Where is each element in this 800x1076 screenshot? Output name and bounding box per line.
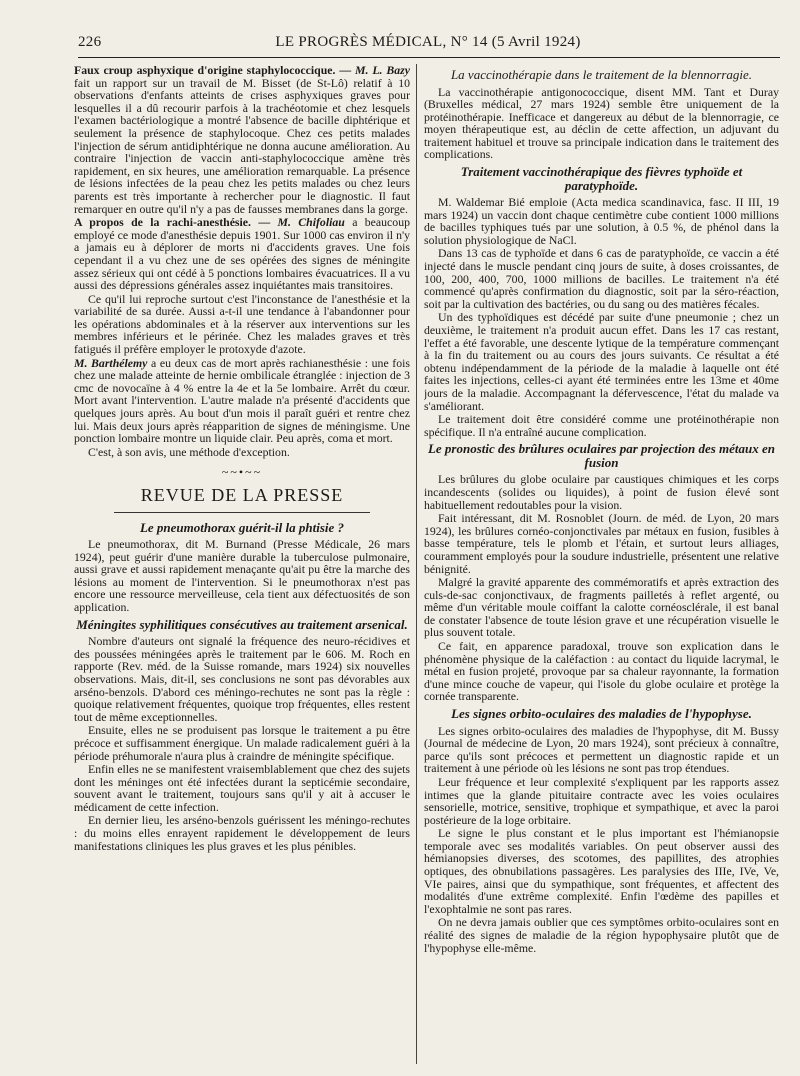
author-name: M. Chifoliau [277, 215, 345, 230]
paragraph-lead: Faux croup asphyxique d'origine staphylococcique. — [74, 64, 356, 77]
column-divider [416, 64, 417, 1064]
paragraph: C'est, à son avis, une méthode d'exception. [88, 444, 290, 459]
paragraph: Le signe le plus constant et le plus important est l'hémianopsie temporale avec ses modalités variables. On peut observer aussi des hémianopsies diverses, des scotomes, des papillites, des atrophies optiques, des obnubilations passagères. Les paralysies des IIIe, IVe, Ve, VIe paires, ainsi que du sympathique, sont fréquentes, et affectent des modalités d'une extrême complexité. Enfin l'œdème des papilles et l'exophtalmie ne sont pas rares. [424, 826, 779, 916]
section-rule [114, 512, 370, 513]
paragraph: Malgré la gravité apparente des commémoratifs et après extraction des culs-de-sac conjonctivaux, de fragments pailletés à reflet argenté, ou même d'un véritable moule coiffant la calotte cornéosclérale, il est banal de constater l'absence de toute lésion grave et une récupération visuelle le plus souvent totale. [424, 575, 779, 640]
paragraph: Nombre d'auteurs ont signalé la fréquence des neuro-récidives et des poussées méningées après le traitement par le 606. M. Roch en rapporte (Rev. méd. de la Suisse romande, mars 1924) six nouvelles observations. Mais, dit-il, ses conclusions ne sont pas dévorables aux arséno-benzols. D'abord ces méningo-rechutes ne sont pas la règle : quoique relativement fréquentes, quoique trop fréquentes, elles restent tout de même exceptionnelles. [74, 634, 410, 724]
header-rule [78, 57, 780, 58]
journal-title: LE PROGRÈS MÉDICAL, N° 14 (5 Avril 1924) [275, 34, 581, 50]
paragraph: Un des typhoïdiques est décédé par suite d'une pneumonie ; chez un deuxième, le traitement n'a produit aucun effet. Dans les 17 cas restant, l'effet a été favorable, une descente lytique de la température commençant à la fin du traitement ou au cours des jours suivants. Ce résultat a été obtenu indépendamment de la période de la maladie à laquelle ont été faites les injections, celles-ci ayant été terminées entre les 13me et 40me jours de la maladie. Accompagnant la défervescence, l'état du malade va s'améliorant. [424, 310, 779, 413]
paragraph: La vaccinothérapie antigonococcique, disent MM. Tant et Duray (Bruxelles médical, 27 mars 1924) semble être uniquement de la protéinothérapie. Inefficace et dangereux au début de la blennorragie, ce moyen thérapeutique est, au déclin de cette affection, un adjuvant du traitement habituel et trouve sa principale indication dans le traitement des complications. [424, 84, 779, 162]
paragraph-text: a beaucoup employé ce mode d'anesthésie depuis 1901. Sur 1000 cas environ il n'y a jamais eu à déplorer de morts ni d'accidents graves. Une fois cependant il a vu chez une de ses opérées des signes de méningite assez sérieux qui ont cédé à 5 ponctions lombaires évacuatrices. Il a vu aussi des dépressions générales assez inquiétantes mais transitoires. [74, 215, 410, 293]
article-heading: Le pronostic des brûlures oculaires par projection des métaux en fusion [427, 441, 776, 470]
paragraph: Le traitement doit être considéré comme une protéinothérapie non spécifique. Il n'a entraîné aucune complication. [424, 412, 779, 439]
paragraph-faux-croup [74, 64, 410, 215]
paragraph: Les signes orbito-oculaires des maladies de l'hypophyse, dit M. Bussy (Journal de médecine de Lyon, 20 mars 1924), sont précieux à connaître, parce qu'ils sont précoces et permettent un diagnostic rapide et un traitement à une période où les lésions ne sont pas trop étendues. [424, 723, 779, 776]
author-name: M. Barthélemy [74, 355, 148, 370]
paragraph-barthelemy [74, 357, 410, 445]
paragraph-text: a eu deux cas de mort après rachianesthésie : une fois chez une malade atteinte de hernie ombilicale étranglée : injection de 3 cmc de novocaïne à 4 % entre la 4e et la 5e lombaire. Arrêt du cœur. Mort avant l'intervention. L'autre malade n'a présenté d'accidents que quelques jours après. Au bout d'un mois il paraît guéri et rentre chez lui. Mais deux jours après réapparition de signes de méningisme. Une ponction lombaire montre un liquide clair. Peu après, coma et mort. [74, 355, 410, 446]
paragraph: Fait intéressant, dit M. Rosnoblet (Journ. de méd. de Lyon, 20 mars 1924), les brûlures cornéo-conjonctivales par métaux en fusion, fusibles à basse température, tels le plomb et l'étain, et surtout leurs alliages, couramment employés pour la soudure industrielle, présentent une relative bénignité. [424, 511, 779, 576]
paragraph-rachi-anesthesie [74, 216, 410, 292]
page-header [78, 34, 778, 54]
paragraph: M. Waldemar Bié emploie (Acta medica scandinavica, fasc. II III, 19 mars 1924) un vaccin dont chaque centimètre cube contient 1000 millions de bacilles typhiques tués par une solution, à 0.5 %, de phénol dans la solution physiologique de NaCl. [424, 195, 779, 247]
author-name: M. L. Bazy [355, 64, 410, 77]
article-heading: Méningites syphilitiques consécutives au traitement arsenical. [76, 616, 408, 632]
paragraph: Enfin elles ne se manifestent vraisemblablement que chez des sujets dont les méninges ont été infectées durant la septicémie secondaire, souvent avant le traitement, toujours sans qu'il y ait à accuser le médicament de cette infection. [74, 762, 410, 814]
paragraph: Ce fait, en apparence paradoxal, trouve son explication dans le phénomène physique de la caléfaction : au contact du liquide lacrymal, le métal en fusion projeté, provoque par sa chaleur rayonnante, la formation d'une mince couche de vapeur, qui l'isole du globe oculaire et protège la cornée transparente. [424, 639, 779, 704]
paragraph: Le pneumothorax, dit M. Burnand (Presse Médicale, 26 mars 1924), peut guérir d'une manière durable la tuberculose pulmonaire, aussi grave et aussi rapidement menaçante qu'ait pu être la marche des lésions au moment de l'intervention. Si le pneumothorax n'est pas encore une ressource merveilleuse, cela tient aux défectuosités de son application. [74, 537, 410, 615]
ornament-divider: ~~•~~ [221, 465, 263, 480]
right-column [424, 64, 779, 1069]
paragraph: Les brûlures du globe oculaire par caustiques chimiques et les corps incandescents (solides ou liquides), à point de fusion élevé sont habituellement redoutables pour la vision. [424, 472, 779, 512]
left-column [74, 64, 410, 1069]
page-number: 226 [78, 34, 102, 50]
paragraph: Dans 13 cas de typhoïde et dans 6 cas de paratyphoïde, ce vaccin a été injecté dans le muscle pendant cinq jours de suite, à doses croissantes, de 100, 200, 400, 700, 1000 millions de bacilles. Le traitement n'a été commencé qu'après confirmation du diagnostic, soit par la séro-réaction, soit par la cultivation des bactéries, ou du sang ou des matières fécales. [424, 246, 779, 311]
paragraph: Ce qu'il lui reproche surtout c'est l'inconstance de l'anesthésie et la variabilité de sa durée. Aussi a-t-il une tendance à l'abandonner pour les opérations abdominales et à la réserver aux interventions sur les membres inférieurs et le périnée. Chez les malades graves et très fatigués il préfère employer le protoxyde d'azote. [74, 291, 410, 357]
paragraph: On ne devra jamais oublier que ces symptômes orbito-oculaires sont en réalité des signes de maladie de la région hypophysaire plutôt que de l'hypophyse elle-même. [424, 915, 779, 955]
paragraph: Ensuite, elles ne se produisent pas lorsque le traitement a pu être précoce et suffisamment énergique. Un malade radicalement guéri à la période préhumorale n'aura plus à craindre de méningite spécifique. [74, 723, 410, 763]
article-heading: Le pneumothorax guérit-il la phtisie ? [139, 519, 345, 535]
section-title: REVUE DE LA PRESSE [140, 485, 344, 505]
paragraph-lead: A propos de la rachi-anesthésie. — [74, 215, 278, 230]
paragraph: Leur fréquence et leur complexité s'expliquent par les rapports assez intimes que la glande pituitaire contracte avec les voies oculaires sensorielle, motrice, sensitive, trophique et sympathique, et avec la paroi postérieure de la loge orbitaire. [424, 774, 779, 827]
article-heading: Les signes orbito-oculaires des maladies de l'hypophyse. [451, 706, 752, 722]
article-heading: La vaccinothérapie dans le traitement de la blennorragie. [450, 67, 753, 82]
article-heading: Traitement vaccinothérapique des fièvres typhoïde et paratyphoïde. [460, 164, 743, 193]
paragraph: En dernier lieu, les arséno-benzols guérissent les méningo-rechutes : du moins elles enrayent rapidement le développement de leurs manifestations cliniques les plus graves et les plus pénibles. [74, 813, 410, 853]
paragraph-text: fait un rapport sur un travail de M. Bisset (de St-Lô) relatif à 10 observations d'enfants atteints de crises asphyxiques graves pour lesquelles il a dû recourir parfois à la trachéotomie et chez lesquels l'examen bactériologique a montré l'absence de bacille diphtérique et seulement la présence de staphylocoque. Chez ces petits malades l'injection de sérum antidiphtérique ne donna aucune amélioration. Au contraire l'injection de vaccin anti-staphylococcique amène très rapidement, en six heures, une amélioration remarquable. La présence de lésions infectées de la peau chez les petits malades ou chez leurs parents est très importante à rechercher pour le diagnostic. Il faut remarquer en outre qu'il n'y a pas de fausses membranes dans la gorge. [74, 75, 410, 216]
